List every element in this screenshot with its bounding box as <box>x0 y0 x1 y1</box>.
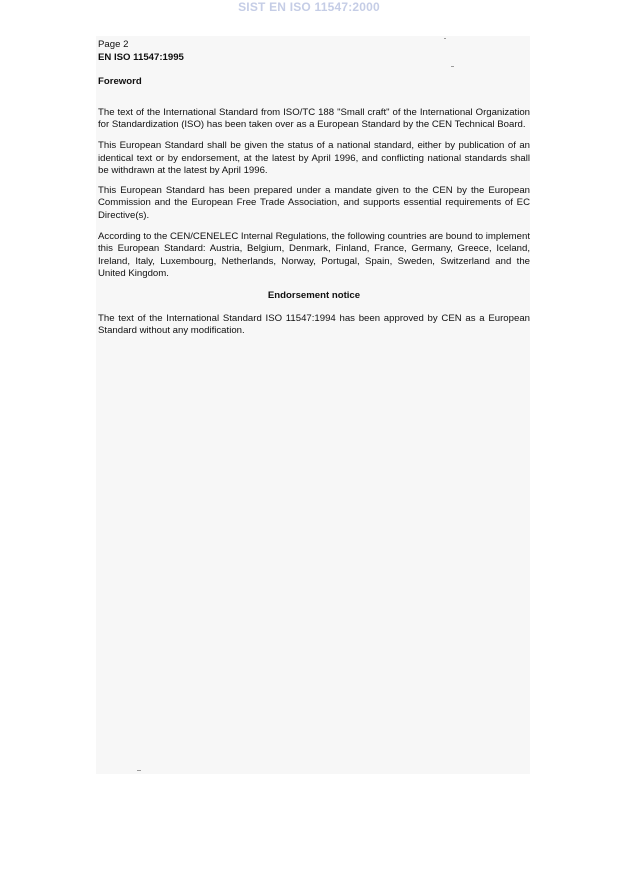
document-body <box>98 39 530 338</box>
foreword-paragraph: According to the CEN/CENELEC Internal Regulations, the following countries are bound to implement this European Standard: Austria, Belgium, Denmark, Finland, France, Germany, Greece, Iceland, Ireland, Italy, Luxembourg, Netherlands, Norway, Portugal, Spain, Sweden, Switzerland and the United Kingdom. <box>98 230 530 280</box>
watermark-header: SIST EN ISO 11547:2000 <box>238 0 380 14</box>
endorsement-paragraph: The text of the International Standard ISO 11547:1994 has been approved by CEN as a European Standard without any modification. <box>98 312 530 337</box>
page-number: Page 2 <box>98 39 129 50</box>
foreword-paragraph: This European Standard shall be given the status of a national standard, either by publication of an identical text or by endorsement, at the latest by April 1996, and conflicting national standards shall be withdrawn at the latest by April 1996. <box>98 139 530 177</box>
standard-id: EN ISO 11547:1995 <box>98 51 184 63</box>
foreword-paragraph: The text of the International Standard from ISO/TC 188 "Small craft" of the International Organization for Standardization (ISO) has been taken over as a European Standard by the CEN Technical Board. <box>98 106 530 131</box>
foreword-paragraph: This European Standard has been prepared under a mandate given to the CEN by the European Commission and the European Free Trade Association, and supports essential requirements of EC Directive(s). <box>98 184 530 221</box>
foreword-heading: Foreword <box>98 76 142 88</box>
scan-speck <box>137 770 141 771</box>
endorsement-heading: Endorsement notice <box>267 289 361 301</box>
